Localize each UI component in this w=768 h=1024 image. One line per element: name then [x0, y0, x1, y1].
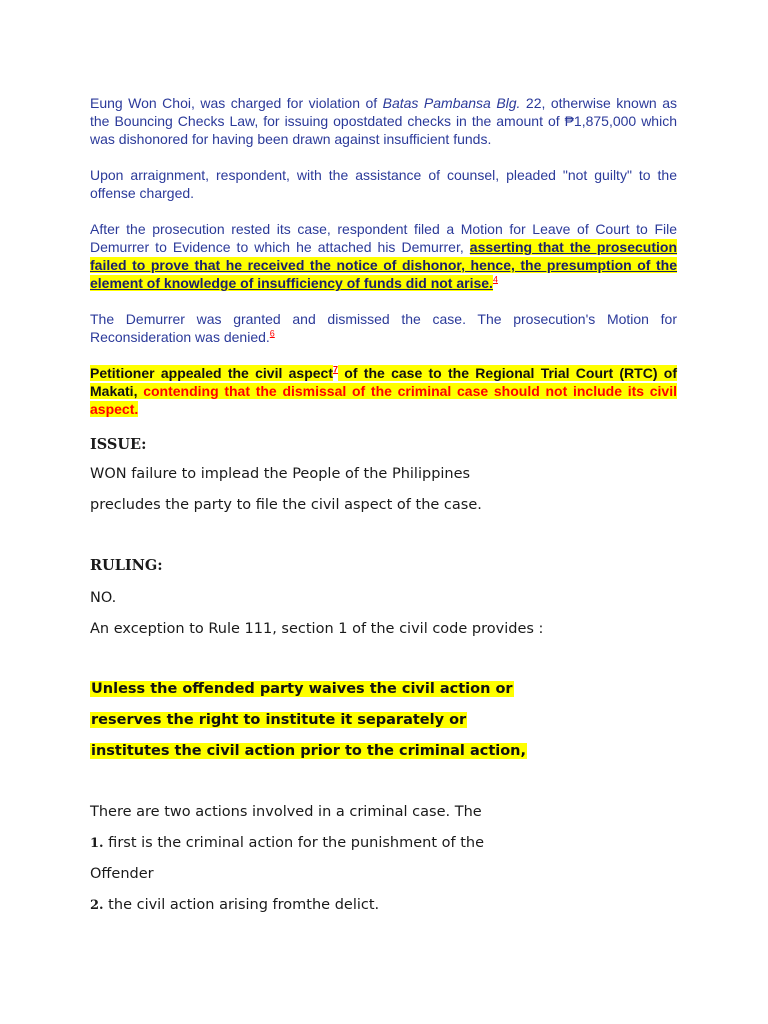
charge-text: Eung Won Choi, was charged for violation of	[90, 95, 383, 111]
actions-intro: There are two actions involved in a criminal case. The	[90, 804, 482, 820]
appeal-contention-highlight: contending that the dismissal of the criminal case should not include its civil aspect.	[90, 383, 677, 417]
appeal-rtc-highlight: of the case to the Regional Trial Court (RTC) of Makati,	[90, 365, 677, 399]
quote-line-2: reserves the right to institute it separately or	[91, 712, 467, 728]
issue-line-1: WON failure to implead the People of the Philippines	[90, 466, 471, 482]
list-number-1: 1.	[90, 836, 104, 851]
granted-text: The Demurrer was granted and dismissed the case. The prosecution's Motion for Reconsideration was denied.	[90, 311, 677, 345]
demurrer-text: After the prosecution rested its case, respondent filed a Motion for Leave of Court to File Demurrer to Evidence to which he attached his Demurrer,	[90, 221, 677, 255]
ruling-heading: RULING:	[90, 557, 163, 574]
demurrer-assertion-highlight: asserting that the prosecution failed to prove that he received the notice of dishonor, hence, the presumption of the element of knowledge of insufficiency of funds did not arise.	[90, 239, 677, 291]
actions-item-1-cont: Offender	[90, 866, 154, 882]
actions-item-2: 2. the civil action arising fromthe delict.	[90, 897, 380, 913]
paragraph-demurrer	[90, 220, 677, 292]
actions-item-1: 1. first is the criminal action for the punishment of the	[90, 835, 485, 851]
appeal-text-highlight: Petitioner appealed the civil aspect	[90, 365, 333, 381]
paragraph-appeal	[90, 364, 677, 418]
paragraph-granted	[90, 310, 677, 346]
issue-heading: ISSUE:	[90, 436, 147, 453]
paragraph-charge	[90, 94, 677, 148]
footnote-link-6[interactable]: 6	[269, 328, 275, 339]
list-number-2: 2.	[90, 898, 104, 913]
charge-text-cont: 22, otherwise known as the Bouncing Checks Law, for issuing opostdated checks in the amount of ₱1,875,000 which was dishonored for having been drawn against insufficient funds.	[90, 95, 677, 147]
footnote-link-7[interactable]: 7	[333, 364, 339, 375]
law-name: Batas Pambansa Blg.	[382, 95, 521, 111]
quote-line-3: institutes the civil action prior to the criminal action,	[91, 743, 527, 759]
footnote-link-4[interactable]: 4	[492, 274, 498, 285]
ruling-line: An exception to Rule 111, section 1 of the civil code provides :	[90, 621, 544, 637]
ruling-answer: NO.	[90, 590, 117, 606]
quote-line-1: Unless the offended party waives the civil action or	[91, 681, 513, 697]
paragraph-arraignment: Upon arraignment, respondent, with the assistance of counsel, pleaded "not guilty" to the offense charged.	[90, 167, 677, 201]
issue-line-2: precludes the party to file the civil aspect of the case.	[90, 497, 482, 513]
